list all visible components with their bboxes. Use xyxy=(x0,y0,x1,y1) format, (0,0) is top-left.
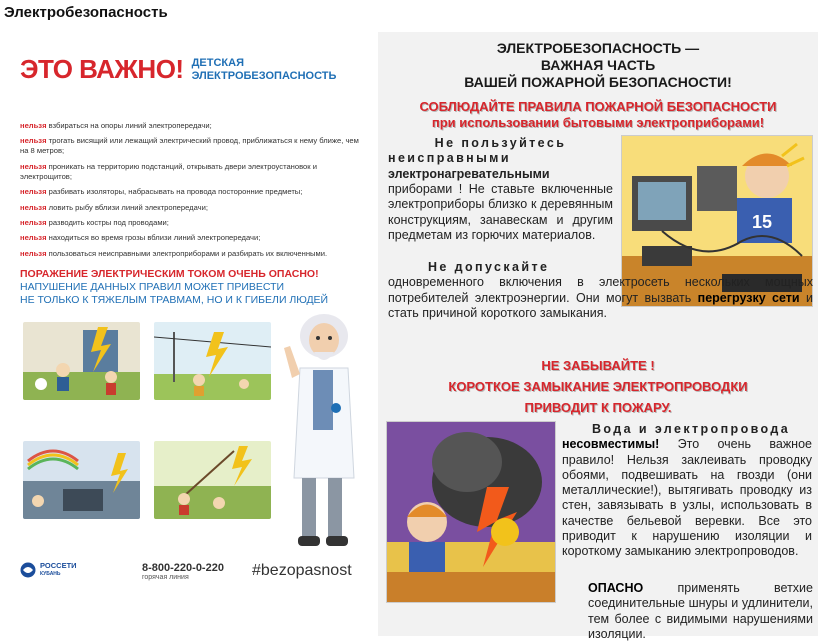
left-subheading xyxy=(192,57,337,83)
subheading-line-1: ДЕТСКАЯ xyxy=(191,57,244,69)
reminder-title: НЕ ЗАБЫВАЙТЕ ! xyxy=(541,358,655,373)
rule-item: нельзя пользоваться неисправными электроприборами и разбирать их включенными. xyxy=(20,248,328,258)
right-poster xyxy=(378,32,818,641)
fire-safety-rules-sub: при использовании бытовыми электроприборами! xyxy=(431,115,765,130)
rule-item: нельзя трогать висящий или лежащий электрический провод, приближаться к нему ближе, чем на 8 метров; xyxy=(20,136,359,156)
title-line-3: ВАШЕЙ ПОЖАРНОЙ БЕЗОПАСНОСТИ! xyxy=(464,74,732,90)
short-circuit-title-1: КОРОТКОЕ ЗАМЫКАНИЕ ЭЛЕКТРОПРОВОДКИ xyxy=(448,379,748,394)
warning-line: НЕ ТОЛЬКО К ТЯЖЕЛЫМ ТРАВМАМ, НО И К ГИБЕЛИ ЛЮДЕЙ xyxy=(20,294,329,306)
important-heading: ЭТО ВАЖНО! xyxy=(20,54,184,84)
short-circuit-title-2: ПРИВОДИТ К ПОЖАРУ. xyxy=(524,400,672,415)
warning-line: НАПУШЕНИЕ ДАННЫХ ПРАВИЛ МОЖЕТ ПРИВЕСТИ xyxy=(20,281,285,293)
rule-item: нельзя разводить костры под проводами; xyxy=(20,217,169,227)
rule-item: нельзя ловить рыбу вблизи линий электропередачи; xyxy=(20,202,208,212)
poster-title xyxy=(378,40,818,91)
title-line-2: ВАЖНАЯ ЧАСТЬ xyxy=(540,57,656,73)
illustration-short-circuit xyxy=(386,421,556,603)
paragraph-old-cords: ОПАСНО применять ветхие соединительные шнуры и удлинители, тем более с видимыми нарушениями изоляции. xyxy=(588,581,813,641)
rule-item: нельзя проникать на территорию подстанций, открывать двери электроустановок и электрощитов; xyxy=(20,161,317,181)
rule-item: нельзя взбираться на опоры линий электропередачи; xyxy=(20,121,212,130)
subheading-line-2: ЭЛЕКТРОБЕЗОПАСНОСТЬ xyxy=(191,70,337,82)
illustration-power-lines xyxy=(154,322,271,400)
illustration-lightning-tree xyxy=(23,322,140,400)
rule-item: нельзя разбивать изоляторы, набрасывать на провода посторонние предметы; xyxy=(20,187,303,197)
left-header xyxy=(20,54,336,84)
hotline-label: горячая линия xyxy=(142,574,189,581)
page-title: Электробезопасность xyxy=(4,4,168,21)
hotline xyxy=(142,562,224,581)
logo-sub: КУБАНЬ xyxy=(40,571,61,577)
paragraph-water-wiring: Вода и электропровода несовместимы! Это очень важное правило! Нельзя заклеивать проводку обоями, подвешивать на гвозди (они металлические!), вытягивать проводку из стен, завязывать в узлы, использовать в качестве бельевой веревки. Все это приводит к нарушению изоляции и короткому замыканию электропроводов. xyxy=(562,422,812,559)
hashtag: #bezopasnost xyxy=(252,562,352,579)
hotline-number: 8-800-220-0-220 xyxy=(142,562,224,574)
professor-character xyxy=(278,308,366,563)
paragraph-faulty-devices-cont: приборами ! Не ставьте включенные электроприборы близко к деревянным конструкциям, занавескам и другим предметам из горючих материалов. xyxy=(388,182,613,242)
rules-list xyxy=(20,121,360,264)
illustration-substation xyxy=(23,441,140,519)
paragraph-faulty-devices: Не пользуйтесь неисправными электронагревательными xyxy=(388,136,567,181)
illustration-fishing xyxy=(154,441,271,519)
paragraph-overload: Не допускайте одновременного включения в электросеть нескольких мощных потребителей электроэнергии. Они могут вызвать перегрузку сети и стать причиной короткого замыкания. xyxy=(388,260,813,320)
rosseti-logo xyxy=(20,562,77,578)
logo-name: РОССЕТИ xyxy=(40,561,77,570)
warning-title: ПОРАЖЕНИЕ ЭЛЕКТРИЧЕСКИМ ТОКОМ ОЧЕНЬ ОПАСНО! xyxy=(20,268,319,280)
jersey-number: 15 xyxy=(752,212,773,232)
rule-item: нельзя находиться во время грозы вблизи линий электропередачи; xyxy=(20,233,261,243)
title-line-1: ЭЛЕКТРОБЕЗОПАСНОСТЬ — xyxy=(496,40,700,56)
warning-block xyxy=(20,268,360,307)
rosseti-logo-icon xyxy=(20,562,36,578)
fire-safety-rules-title: СОБЛЮДАЙТЕ ПРАВИЛА ПОЖАРНОЙ БЕЗОПАСНОСТИ xyxy=(419,99,777,114)
